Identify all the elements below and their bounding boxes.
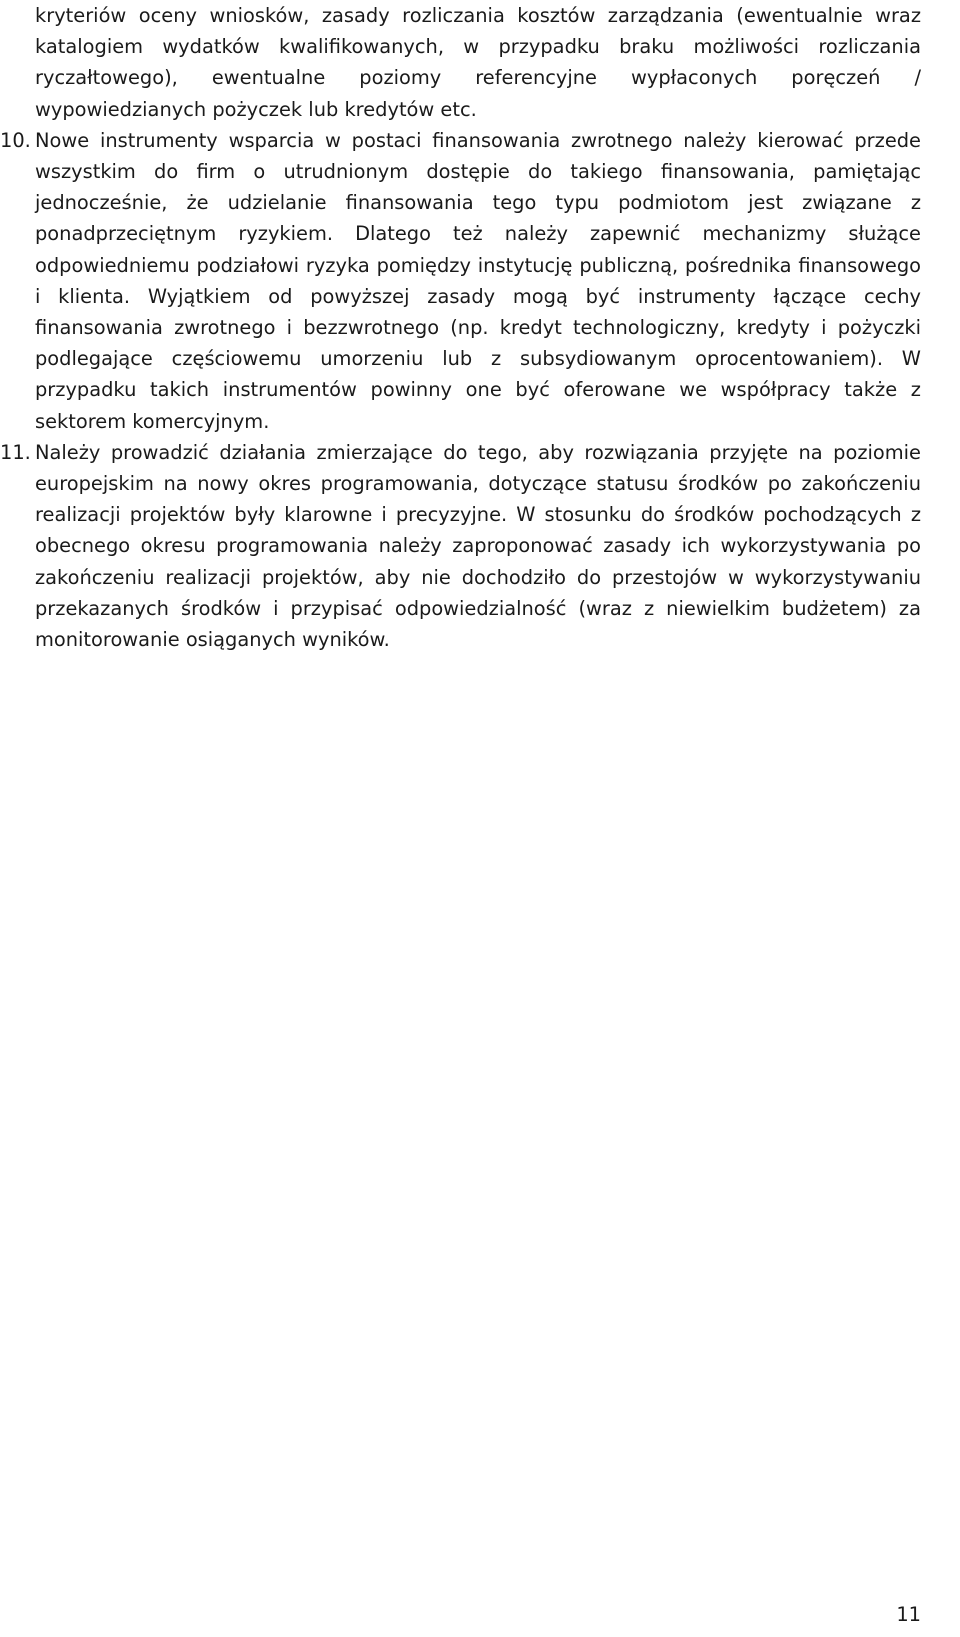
list-item-10 [0, 125, 921, 437]
continuation-paragraph: kryteriów oceny wniosków, zasady rozliczania kosztów zarządzania (ewentualnie wraz katalogiem wydatków kwalifikowanych, w przypadku braku możliwości rozliczania ryczałtowego), ewentualne poziomy referencyjne wypłaconych poręczeń / wypowiedzianych pożyczek lub kredytów etc. [35, 4, 921, 121]
list-item-text: Nowe instrumenty wsparcia w postaci finansowania zwrotnego należy kierować przede wszystkim do firm o utrudnionym dostępie do takiego finansowania, pamiętając jednocześnie, że udzielanie finansowania tego typu podmiotom jest związane z ponadprzeciętnym ryzykiem. Dlatego też należy zapewnić mechanizmy służące odpowiedniemu podziałowi ryzyka pomiędzy instytucję publiczną, pośrednika finansowego i klienta. Wyjątkiem od powyższej zasady mogą być instrumenty łączące cechy finansowania zwrotnego i bezzwrotnego (np. kredyt technologiczny, kredyty i pożyczki podlegające częściowemu umorzeniu lub z subsydiowanym oprocentowaniem). W przypadku takich instrumentów powinny one być oferowane we współpracy także z sektorem komercyjnym. [35, 128, 921, 433]
list-item-text: Należy prowadzić działania zmierzające do tego, aby rozwiązania przyjęte na poziomie europejskim na nowy okres programowania, dotyczące statusu środków po zakończeniu realizacji projektów były klarowne i precyzyjne. W stosunku do środków pochodzących z obecnego okresu programowania należy zaproponować zasady ich wykorzystywania po zakończeniu realizacji projektów, aby nie dochodziło do przestojów w wykorzystywaniu przekazanych środków i przypisać odpowiedzialność (wraz z niewielkim budżetem) za monitorowanie osiąganych wyników. [35, 440, 921, 652]
list-item-11 [0, 437, 921, 655]
list-item-number: 11. [0, 440, 31, 464]
document-body [0, 0, 921, 655]
list-item-number: 10. [0, 128, 31, 152]
page-number: 11 [896, 1603, 921, 1626]
